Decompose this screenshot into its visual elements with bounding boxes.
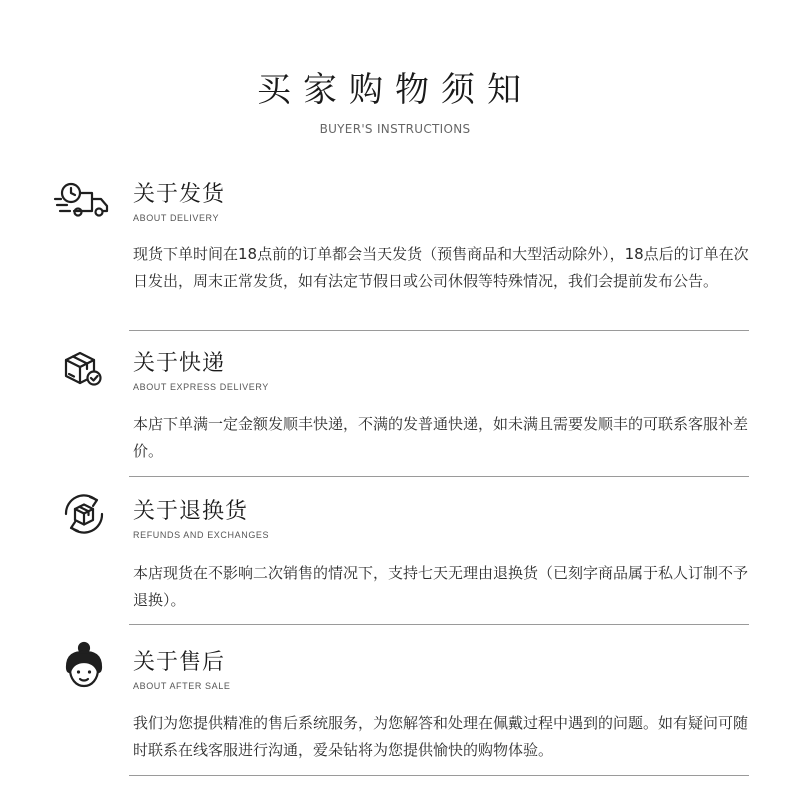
section-body: 本店下单满一定金额发顺丰快递，不满的发普通快递，如未满且需要发顺丰的可联系客服补差价。 — [133, 415, 749, 460]
section-title: 关于快递 — [133, 351, 226, 376]
return-exchange-icon — [60, 492, 108, 536]
section-body: 本店现货在不影响二次销售的情况下，支持七天无理由退换货（已刻字商品属于私人订制不予退换）。 — [133, 564, 749, 609]
customer-service-icon — [60, 641, 108, 691]
section-subtitle: REFUNDS AND EXCHANGES — [133, 530, 270, 540]
section-subtitle: ABOUT EXPRESS DELIVERY — [133, 382, 269, 392]
section-subtitle: ABOUT DELIVERY — [133, 213, 220, 223]
section-divider — [129, 330, 749, 331]
section-title: 关于售后 — [133, 650, 226, 675]
section-title: 关于发货 — [133, 182, 226, 207]
section-divider — [129, 476, 749, 477]
section-body: 现货下单时间在18点前的订单都会当天发货（预售商品和大型活动除外），18点后的订单在次日发出，周末正常发货，如有法定节假日或公司休假等特殊情况，我们会提前发布公告。 — [133, 245, 749, 290]
section-title: 关于退换货 — [133, 499, 249, 524]
delivery-truck-icon — [52, 179, 110, 223]
section-divider — [129, 624, 749, 625]
section-divider — [129, 775, 749, 776]
page-title: 买家购物须知 — [257, 70, 533, 110]
section-body: 我们为您提供精准的售后系统服务，为您解答和处理在佩戴过程中遇到的问题。如有疑问可随时联系在线客服进行沟通，爱朵钻将为您提供愉快的购物体验。 — [133, 714, 749, 759]
section-subtitle: ABOUT AFTER SALE — [133, 681, 231, 691]
page-subtitle: BUYER'S INSTRUCTIONS — [319, 122, 471, 136]
package-check-icon — [58, 348, 106, 392]
